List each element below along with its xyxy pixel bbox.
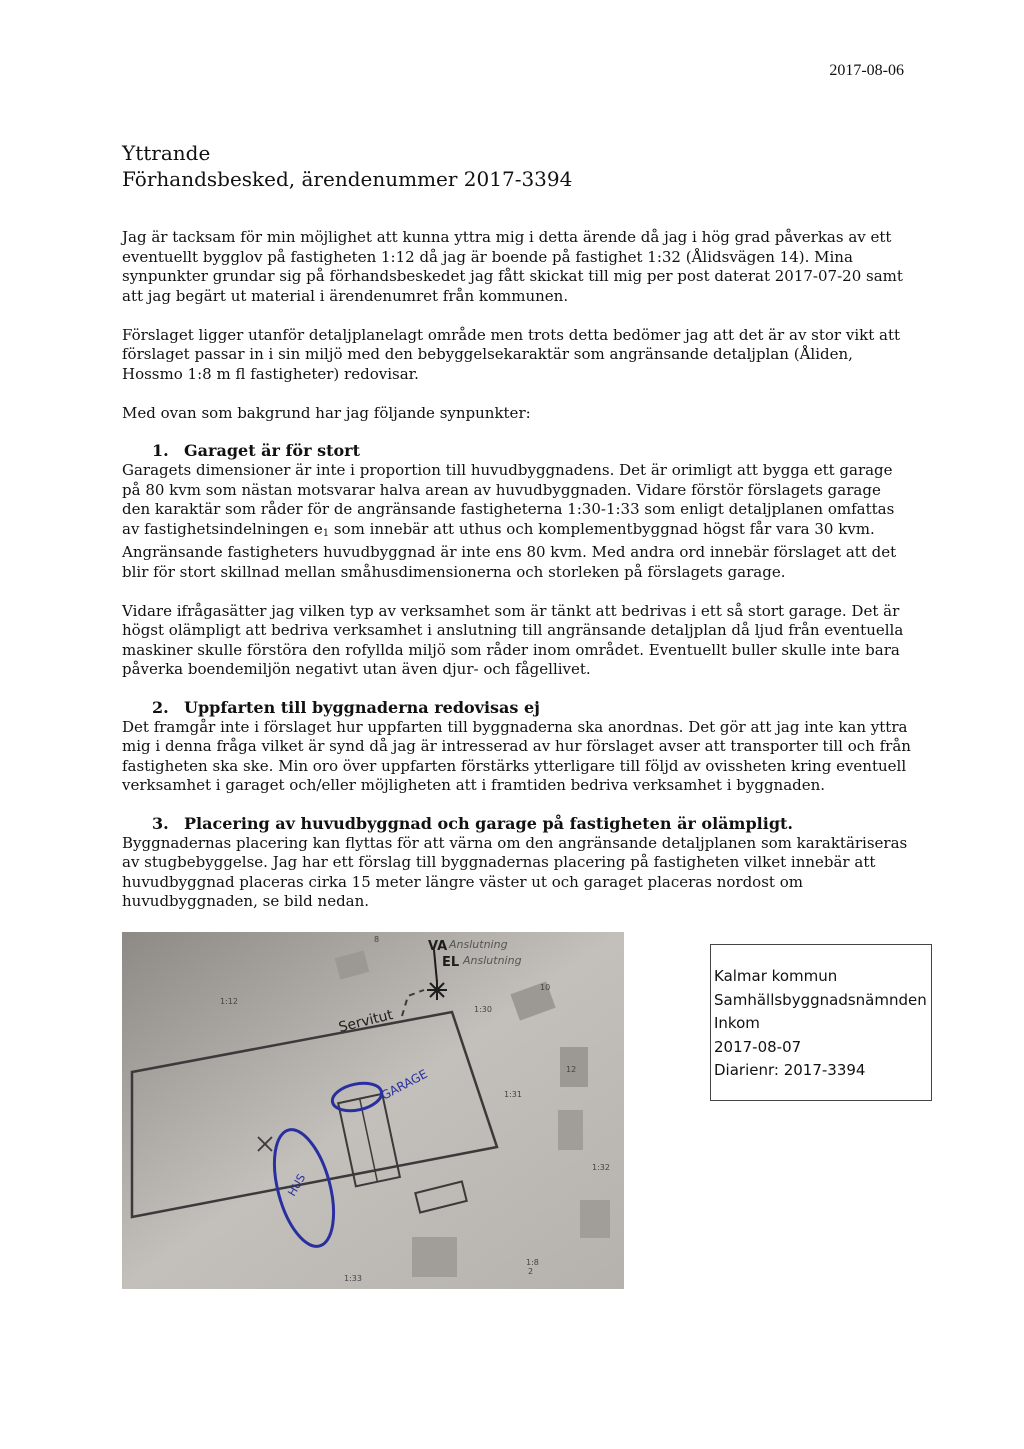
point-3-paragraph: Byggnadernas placering kan flyttas för att värna om den angränsande detaljplanen som karaktäriseras av stugbebyggelse. Jag har ett förslag till byggnadernas placering på fastigheten vilket innebär att huvudbyggnad placeras cirka 15 meter längre väster ut och garaget placeras nordost om huvudbyggnaden, se bild nedan. (122, 833, 908, 910)
point-number: 1. (152, 441, 169, 460)
stamp-line: Diarienr: 2017-3394 (714, 1061, 866, 1079)
point-title: Uppfarten till byggnaderna redovisas ej (184, 697, 540, 717)
hus-label: HUS (285, 1171, 309, 1199)
neighbor-building (580, 1200, 610, 1238)
point-title: Garaget är för stort (184, 441, 360, 460)
point-2-heading (122, 698, 912, 718)
parcel-label: 8 (374, 935, 380, 944)
site-plan-photo (122, 932, 624, 1289)
el-label: EL (442, 955, 460, 970)
neighbor-building (558, 1110, 583, 1150)
point-3-heading (122, 814, 912, 834)
parcel-label: 1:32 (592, 1163, 610, 1172)
document-title: Yttrande (122, 141, 211, 165)
received-stamp (710, 944, 932, 1101)
parcel-label: 10 (540, 983, 551, 992)
point-number: 2. (152, 697, 169, 717)
intro-paragraph: Förslaget ligger utanför detaljplanelagt område men trots detta bedömer jag att det är av stor vikt att förslaget passar in i sin miljö med den bebyggelsekaraktär som angränsande detaljplan (Åliden, Hossmo 1:8 m fl fastigheter) redovisar. (122, 325, 901, 383)
intro-paragraph: Med ovan som bakgrund har jag följande synpunkter: (122, 403, 531, 422)
parcel-label: 1:8 (526, 1258, 539, 1267)
document-date: 2017-08-06 (829, 62, 904, 79)
site-plan-sketch (122, 932, 624, 1289)
parcel-label: 1:30 (474, 1005, 492, 1014)
stamp-line: 2017-08-07 (714, 1037, 802, 1056)
parcel-label: 2 (528, 1267, 534, 1276)
stamp-line: Inkom (714, 1014, 760, 1032)
connection-point (427, 980, 447, 1000)
point-2-paragraph: Det framgår inte i förslaget hur uppfarten till byggnaderna ska anordnas. Det gör att jag inte kan yttra mig i denna fråga vilket är synd då jag är intresserad av hur förslaget avser att transporter till och från fastigheten ska ske. Min oro över uppfarten förstärks ytterligare till följd av ovissheten kring eventuell verksamhet i garaget och/eller möjligheten att i framtiden bedriva verksamhet i byggnaden. (122, 717, 911, 794)
point-number: 3. (152, 813, 169, 833)
document-subtitle: Förhandsbesked, ärendenummer 2017-3394 (122, 167, 573, 191)
stamp-line: Samhällsbyggnadsnämnden (714, 990, 927, 1009)
point-title: Placering av huvudbyggnad och garage på fastigheten är olämpligt. (184, 813, 793, 833)
garage-label: GARAGE (378, 1066, 430, 1103)
servitut-label: Servitut (337, 1006, 395, 1036)
stamp-line: Kalmar kommun (714, 967, 838, 985)
intro-paragraph: Jag är tacksam för min möjlighet att kunna yttra mig i detta ärende då jag i hög grad påverkas av ett eventuellt bygglov på fastigheten 1:12 då jag är boende på fastighet 1:32 (Ålidsvägen 14). Mina synpunkter grundar sig på förhandsbeskedet jag fått skickat till mig per post daterat 2017-07-20 samt att jag begärt ut material i ärendenumret från kommunen. (122, 228, 903, 305)
document-heading (122, 140, 572, 192)
document-body (122, 228, 912, 931)
neighbor-building (412, 1237, 457, 1277)
point-1-heading (122, 441, 912, 461)
parcel-label: 1:33 (344, 1274, 362, 1283)
va-label: VA (428, 939, 448, 954)
point-1-paragraph: Garagets dimensioner är inte i proportion till huvudbyggnadens. Det är orimligt att bygga ett garage på 80 kvm som nästan motsvarar halva arean av huvudbyggnaden. Vidare förstör förslagets garage den karaktär som råder för de angränsande fastigheterna 1:30-1:33 som enligt detaljplanen omfattas av fastighetsindelningen $e_1$ som innebär att uthus och komplementbyggnad högst får vara 30 kvm. Angränsande fastigheters huvudbyggnad är inte ens 80 kvm. Med andra ord innebär förslaget att det blir för stort skillnad mellan småhusdimensionerna och storleken på förslagets garage. (122, 461, 897, 581)
parcel-label: 1:31 (504, 1090, 522, 1099)
parcel-label: 12 (566, 1065, 577, 1074)
va-note: Anslutning (449, 938, 508, 951)
parcel-label: 1:12 (220, 997, 238, 1006)
el-note: Anslutning (463, 954, 522, 967)
point-1-paragraph-2: Vidare ifrågasätter jag vilken typ av verksamhet som är tänkt att bedrivas i ett så stort garage. Det är högst olämpligt att bedriva verksamhet i anslutning till angränsande detaljplan då ljud från eventuella maskiner skulle förstöra den rofyllda miljö som råder inom området. Eventuellt buller skulle inte bara påverka boendemiljön negativt utan även djur- och fågellivet. (122, 601, 904, 678)
